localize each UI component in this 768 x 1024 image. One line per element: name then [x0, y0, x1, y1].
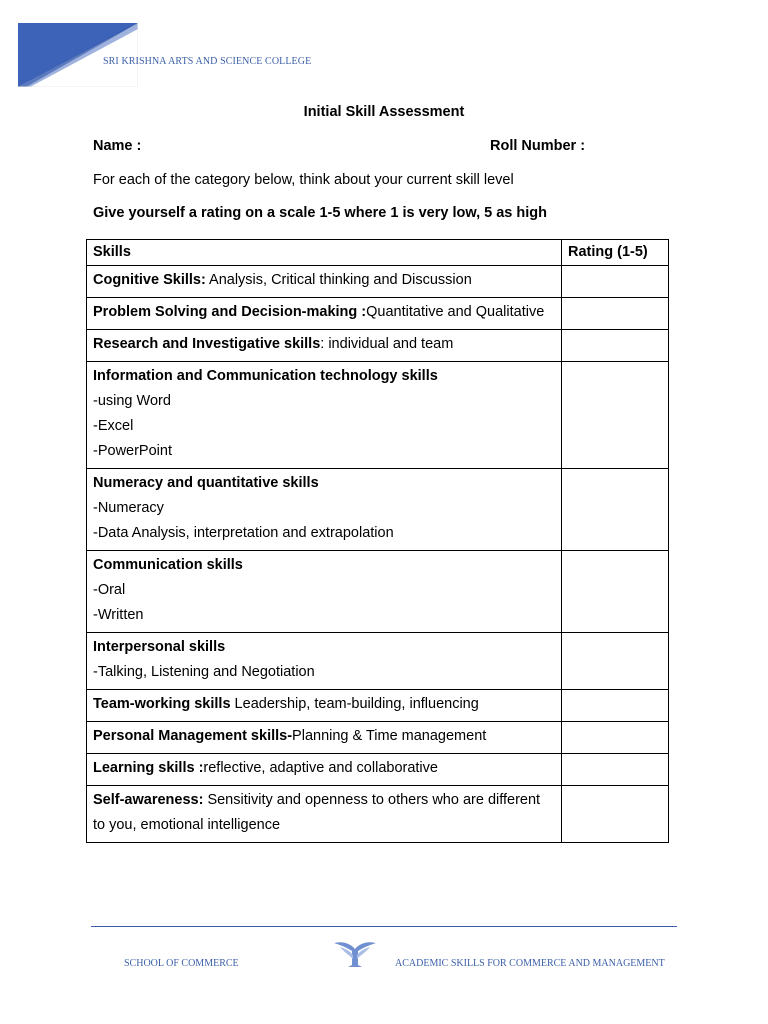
- skill-name: Team-working skills: [93, 696, 231, 712]
- skill-cell: [87, 551, 562, 633]
- skill-description: Analysis, Critical thinking and Discussion: [205, 272, 472, 288]
- skills-header: Skills: [87, 240, 562, 266]
- skill-cell: [87, 362, 562, 469]
- name-label: Name :: [93, 138, 142, 154]
- skill-cell: [87, 786, 562, 843]
- footer-school-name: SCHOOL OF COMMERCE: [124, 958, 239, 969]
- rating-cell[interactable]: [562, 266, 669, 298]
- skill-description: Planning & Time management: [292, 728, 487, 744]
- rating-cell[interactable]: [562, 330, 669, 362]
- rating-cell[interactable]: [562, 469, 669, 551]
- rating-cell[interactable]: [562, 786, 669, 843]
- skill-name: Numeracy and quantitative skills: [93, 475, 319, 491]
- skill-item: -Numeracy: [93, 500, 164, 516]
- skill-cell: [87, 298, 562, 330]
- skill-description: Leadership, team-building, influencing: [230, 696, 479, 712]
- skill-description: : individual and team: [320, 336, 454, 352]
- rating-cell[interactable]: [562, 722, 669, 754]
- skill-name: Problem Solving and Decision-making :: [93, 304, 367, 320]
- skill-cell: [87, 722, 562, 754]
- skill-name: Interpersonal skills: [93, 639, 226, 655]
- skill-name: Research and Investigative skills: [93, 336, 321, 352]
- rating-cell[interactable]: [562, 362, 669, 469]
- footer-divider: [91, 926, 677, 927]
- table-row: [87, 362, 669, 469]
- table-row: [87, 469, 669, 551]
- table-row: [87, 633, 669, 690]
- skill-cell: [87, 690, 562, 722]
- skill-name: Cognitive Skills:: [93, 272, 206, 288]
- skill-item: -Data Analysis, interpretation and extrapolation: [93, 525, 394, 541]
- table-row: [87, 330, 669, 362]
- skill-name: Personal Management skills-: [93, 728, 293, 744]
- skill-name: Self-awareness:: [93, 792, 204, 808]
- college-emblem-icon: [332, 937, 378, 969]
- skill-item: -PowerPoint: [93, 443, 172, 459]
- skill-description: reflective, adaptive and collaborative: [203, 760, 438, 776]
- footer-course-name: ACADEMIC SKILLS FOR COMMERCE AND MANAGEMENT: [395, 958, 665, 969]
- instruction-text: For each of the category below, think about your current skill level: [93, 172, 514, 188]
- skills-table: [86, 239, 669, 843]
- skill-cell: [87, 469, 562, 551]
- skill-name: Communication skills: [93, 557, 243, 573]
- skill-item: -using Word: [93, 393, 171, 409]
- rating-cell[interactable]: [562, 754, 669, 786]
- table-row: [87, 786, 669, 843]
- table-row: [87, 298, 669, 330]
- skill-name: Learning skills :: [93, 760, 204, 776]
- rating-header: Rating (1-5): [562, 240, 669, 266]
- skill-cell: [87, 754, 562, 786]
- table-header-row: [87, 240, 669, 266]
- rating-cell[interactable]: [562, 690, 669, 722]
- skill-description: Quantitative and Qualitative: [366, 304, 545, 320]
- skill-item: -Oral: [93, 582, 126, 598]
- table-row: [87, 266, 669, 298]
- rating-cell[interactable]: [562, 551, 669, 633]
- table-row: [87, 551, 669, 633]
- rating-cell[interactable]: [562, 298, 669, 330]
- skill-item: -Written: [93, 607, 144, 623]
- table-row: [87, 754, 669, 786]
- skill-cell: [87, 266, 562, 298]
- skill-cell: [87, 633, 562, 690]
- skill-cell: [87, 330, 562, 362]
- college-name: SRI KRISHNA ARTS AND SCIENCE COLLEGE: [103, 56, 312, 67]
- skill-name: Information and Communication technology skills: [93, 368, 438, 384]
- college-banner-icon: [18, 23, 138, 87]
- skill-item: -Excel: [93, 418, 134, 434]
- page-title: Initial Skill Assessment: [303, 104, 465, 120]
- table-row: [87, 722, 669, 754]
- table-row: [87, 690, 669, 722]
- rating-cell[interactable]: [562, 633, 669, 690]
- roll-number-label: Roll Number :: [490, 138, 586, 154]
- rating-instruction: Give yourself a rating on a scale 1-5 where 1 is very low, 5 as high: [93, 205, 547, 221]
- skill-item: -Talking, Listening and Negotiation: [93, 664, 315, 680]
- skill-description: Sensitivity and openness to others who are different to you, emotional intelligence: [93, 792, 541, 833]
